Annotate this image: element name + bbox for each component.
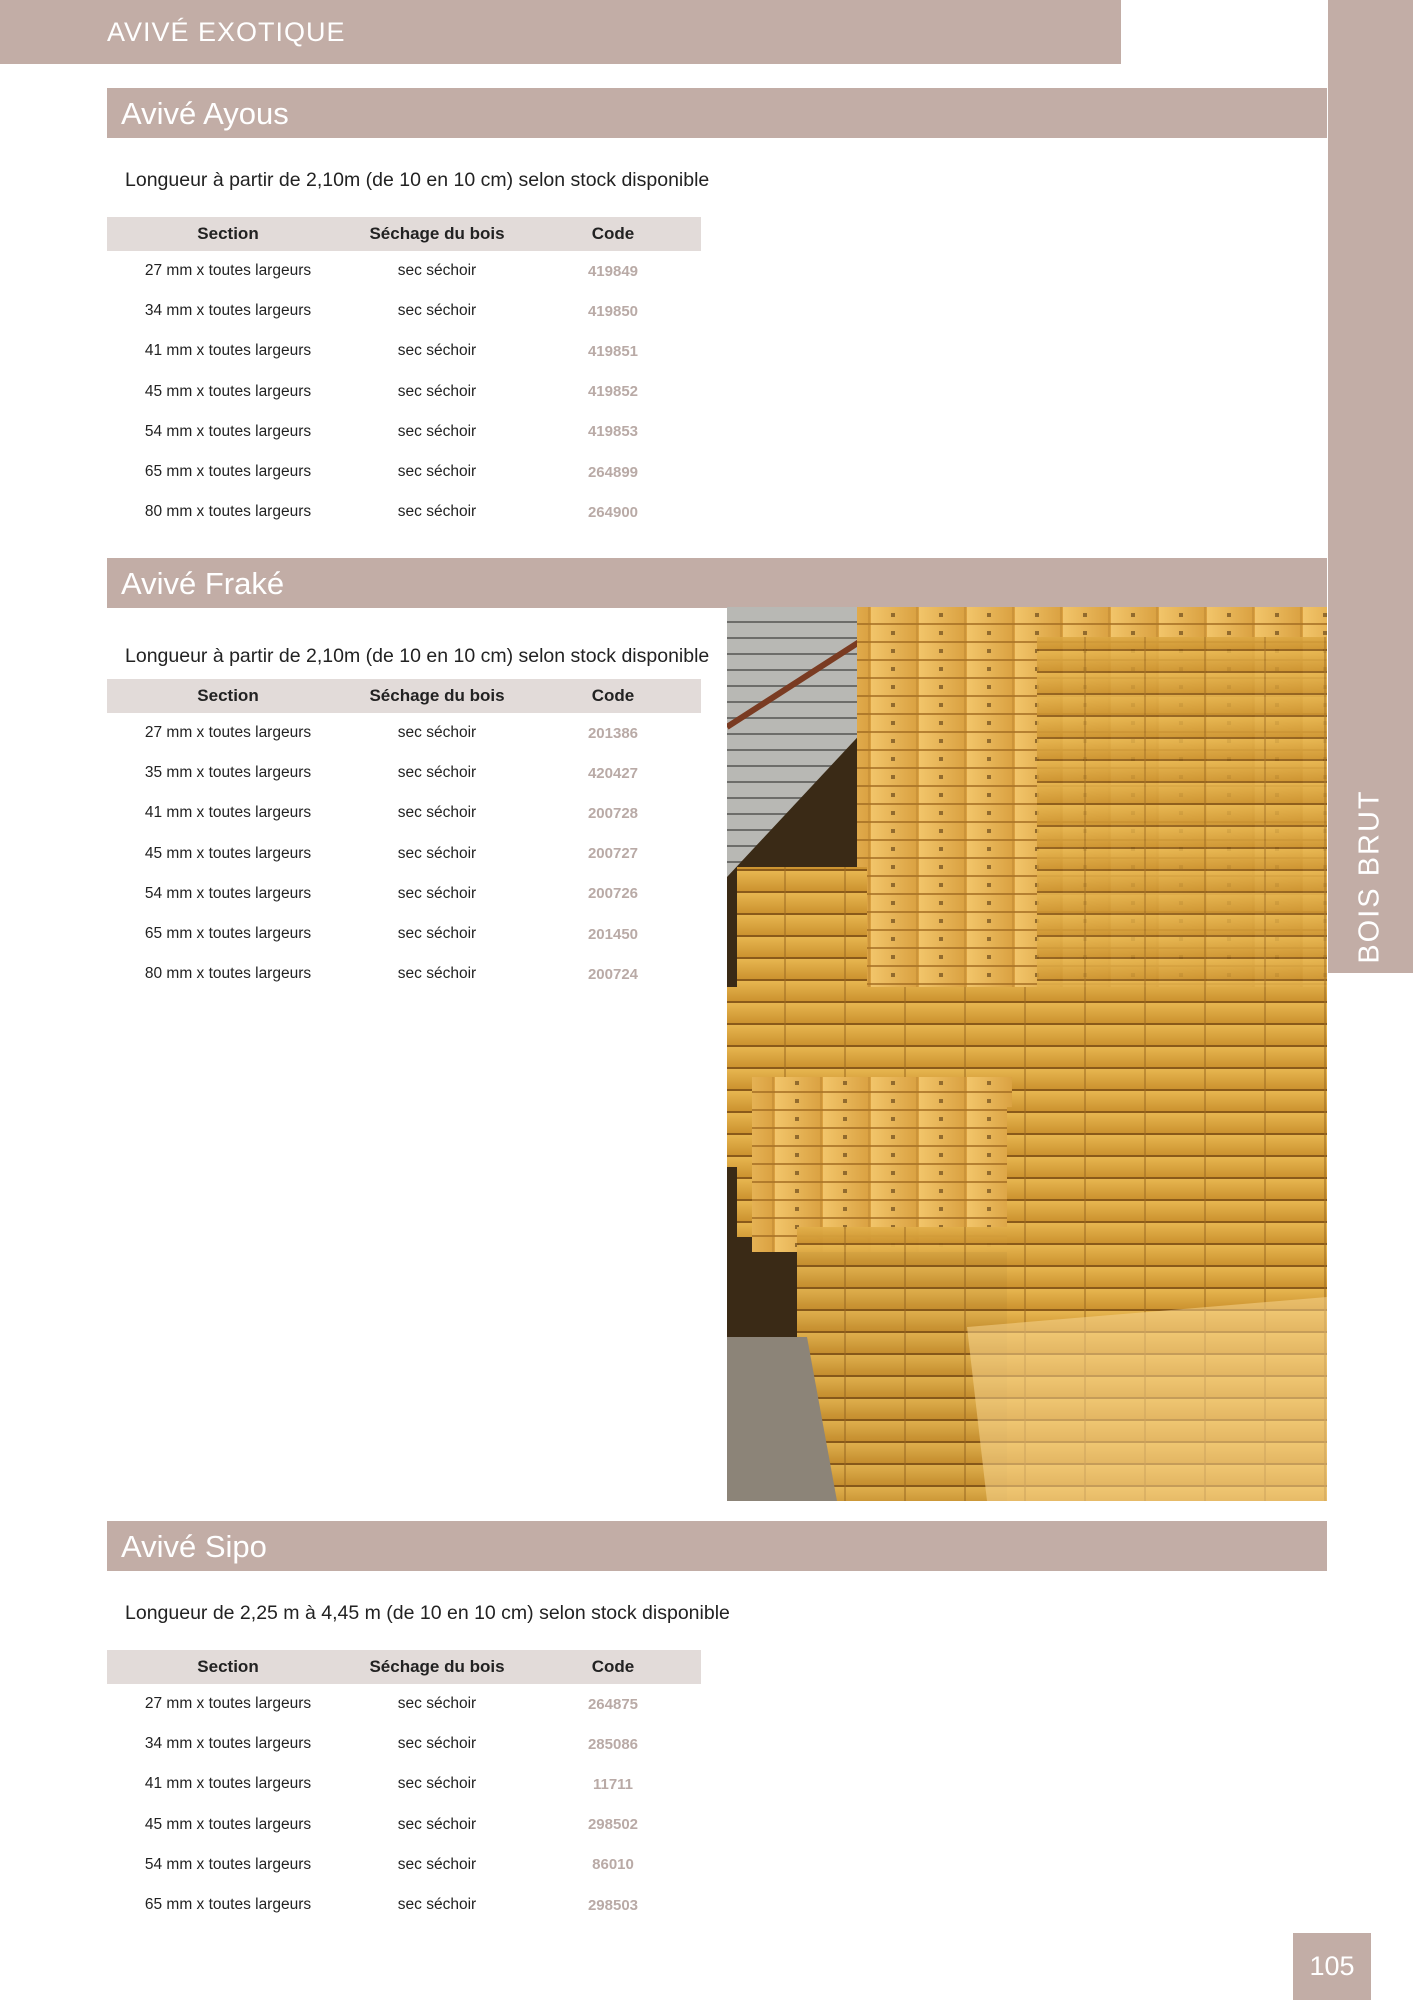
cell-section: 54 mm x toutes largeurs: [144, 1855, 312, 1873]
cell-code: 201386: [587, 724, 639, 742]
table-row: [107, 291, 701, 331]
cell-drying: sec séchoir: [397, 1896, 477, 1914]
table-row: [107, 1885, 701, 1925]
table-row: [107, 834, 701, 874]
section-intro-ayous: Longueur à partir de 2,10m (de 10 en 10 cm) selon stock disponible: [125, 169, 710, 191]
page-number: 105: [1293, 1933, 1371, 2000]
column-header-drying: Séchage du bois: [349, 217, 525, 251]
cell-code: 419853: [587, 423, 639, 441]
cell-code: 419850: [587, 302, 639, 320]
cell-section: 41 mm x toutes largeurs: [144, 804, 312, 822]
cell-code: 264875: [587, 1695, 639, 1713]
cell-section: 65 mm x toutes largeurs: [144, 1896, 312, 1914]
cell-code: 200727: [587, 845, 639, 863]
cell-section: 45 mm x toutes largeurs: [144, 844, 312, 862]
table-row: [107, 954, 701, 994]
cell-drying: sec séchoir: [397, 382, 477, 400]
table-row: [107, 452, 701, 492]
cell-section: 34 mm x toutes largeurs: [144, 1735, 312, 1753]
section-title-frake: Avivé Fraké: [107, 558, 1327, 608]
column-header-drying: Séchage du bois: [349, 1650, 525, 1684]
cell-section: 41 mm x toutes largeurs: [144, 1775, 312, 1793]
table-row: [107, 713, 701, 753]
table-header-row: [107, 1650, 701, 1684]
cell-drying: sec séchoir: [397, 804, 477, 822]
cell-section: 27 mm x toutes largeurs: [144, 1695, 312, 1713]
table-row: [107, 1805, 701, 1845]
cell-code: 264899: [587, 463, 639, 481]
cell-drying: sec séchoir: [397, 764, 477, 782]
cell-drying: sec séchoir: [397, 342, 477, 360]
table-row: [107, 1684, 701, 1724]
table-row: [107, 1845, 701, 1885]
table-row: [107, 793, 701, 833]
cell-code: 420427: [587, 764, 639, 782]
section-title-sipo: Avivé Sipo: [107, 1521, 1327, 1571]
cell-drying: sec séchoir: [397, 463, 477, 481]
cell-drying: sec séchoir: [397, 925, 477, 943]
spec-table-sipo: [107, 1650, 701, 1925]
cell-drying: sec séchoir: [397, 1815, 477, 1833]
front-left-stack: [752, 1077, 1012, 1252]
lumber-stack-illustration: [727, 607, 1327, 1501]
cell-drying: sec séchoir: [397, 262, 477, 280]
cell-code: 419849: [587, 262, 639, 280]
cell-code: 11711: [592, 1775, 634, 1793]
lumber-stack-photo: [727, 607, 1327, 1501]
cell-code: 201450: [587, 925, 639, 943]
cell-section: 80 mm x toutes largeurs: [144, 965, 312, 983]
cell-code: 200724: [587, 965, 639, 983]
cell-section: 65 mm x toutes largeurs: [144, 463, 312, 481]
column-header-code: Code: [525, 679, 701, 713]
side-tab-label-container: [1328, 788, 1413, 964]
cell-section: 54 mm x toutes largeurs: [144, 422, 312, 440]
cell-drying: sec séchoir: [397, 1775, 477, 1793]
spec-table-frake: [107, 679, 701, 994]
cell-code: 86010: [592, 1856, 634, 1874]
side-tab-label: BOIS BRUT: [1354, 788, 1386, 964]
column-header-section: Section: [107, 217, 349, 251]
table-row: [107, 492, 701, 532]
cell-code: 264900: [587, 503, 639, 521]
cell-section: 45 mm x toutes largeurs: [144, 1815, 312, 1833]
cell-code: 298502: [587, 1816, 639, 1834]
cell-drying: sec séchoir: [397, 302, 477, 320]
page-header-title: AVIVÉ EXOTIQUE: [0, 0, 1121, 64]
cell-code: 419851: [587, 342, 639, 360]
cell-section: 27 mm x toutes largeurs: [144, 262, 312, 280]
cell-code: 298503: [587, 1896, 639, 1914]
table-row: [107, 1764, 701, 1804]
cell-section: 45 mm x toutes largeurs: [144, 382, 312, 400]
cell-code: 419852: [587, 383, 639, 401]
cell-drying: sec séchoir: [397, 884, 477, 902]
spec-table-ayous: [107, 217, 701, 532]
table-row: [107, 753, 701, 793]
cell-drying: sec séchoir: [397, 1855, 477, 1873]
column-header-section: Section: [107, 679, 349, 713]
cell-drying: sec séchoir: [397, 1695, 477, 1713]
cell-section: 27 mm x toutes largeurs: [144, 724, 312, 742]
column-header-code: Code: [525, 1650, 701, 1684]
cell-section: 54 mm x toutes largeurs: [144, 884, 312, 902]
cell-drying: sec séchoir: [397, 724, 477, 742]
table-header-row: [107, 217, 701, 251]
table-row: [107, 412, 701, 452]
cell-drying: sec séchoir: [397, 1735, 477, 1753]
cell-drying: sec séchoir: [397, 844, 477, 862]
table-row: [107, 914, 701, 954]
sunlit-planks: [967, 1297, 1327, 1501]
table-row: [107, 1724, 701, 1764]
table-header-row: [107, 679, 701, 713]
table-row: [107, 331, 701, 371]
section-title-ayous: Avivé Ayous: [107, 88, 1327, 138]
column-header-section: Section: [107, 1650, 349, 1684]
table-row: [107, 874, 701, 914]
table-row: [107, 372, 701, 412]
column-header-code: Code: [525, 217, 701, 251]
table-row: [107, 251, 701, 291]
cell-section: 65 mm x toutes largeurs: [144, 925, 312, 943]
cell-drying: sec séchoir: [397, 503, 477, 521]
cell-section: 41 mm x toutes largeurs: [144, 342, 312, 360]
cell-section: 80 mm x toutes largeurs: [144, 503, 312, 521]
cell-section: 35 mm x toutes largeurs: [144, 764, 312, 782]
cell-code: 200728: [587, 804, 639, 822]
section-intro-sipo: Longueur de 2,25 m à 4,45 m (de 10 en 10 cm) selon stock disponible: [125, 1602, 730, 1624]
cell-section: 34 mm x toutes largeurs: [144, 302, 312, 320]
cell-drying: sec séchoir: [397, 965, 477, 983]
column-header-drying: Séchage du bois: [349, 679, 525, 713]
cell-code: 200726: [587, 885, 639, 903]
section-intro-frake: Longueur à partir de 2,10m (de 10 en 10 cm) selon stock disponible: [125, 645, 710, 667]
cell-code: 285086: [587, 1735, 639, 1753]
cell-drying: sec séchoir: [397, 422, 477, 440]
